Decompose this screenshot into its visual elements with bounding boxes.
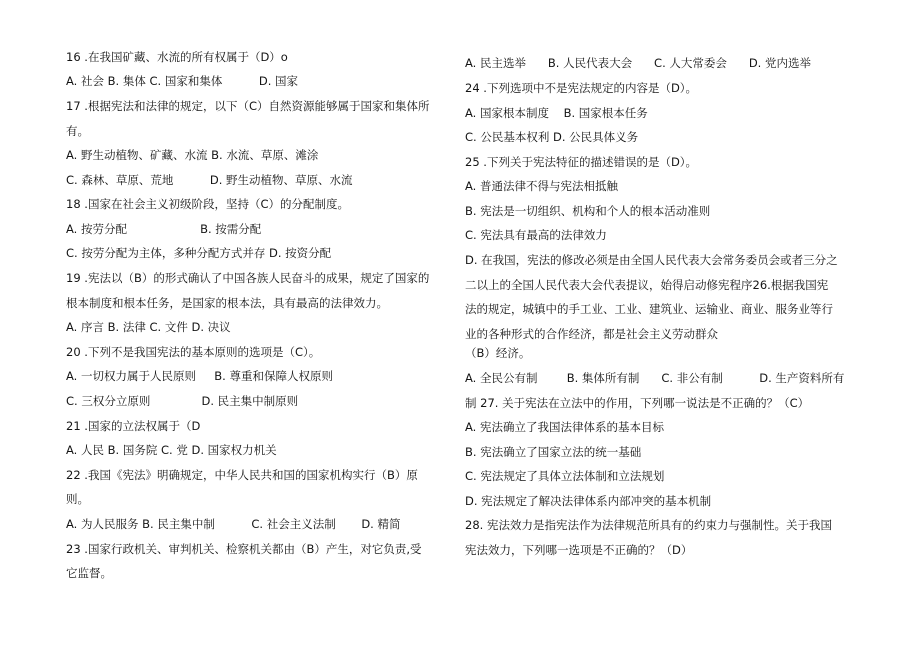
q24-options-cd: C. 公民基本权利 D. 公民具体义务	[465, 130, 639, 144]
q27-stem: 制 27. 关于宪法在立法中的作用，下列哪一说法是不正确的？（C）	[465, 396, 810, 410]
q20-options-cd: C. 三权分立原则 D. 民主集中制原则	[66, 394, 299, 408]
q25-option-b: B. 宪法是一切组织、机构和个人的根本活动准则	[465, 204, 711, 218]
q16-options: A. 社会 B. 集体 C. 国家和集体 D. 国家	[66, 74, 299, 88]
q23-stem-line1: 23 .国家行政机关、审判机关、检察机关都由（B）产生，对它负责,受	[66, 542, 422, 556]
q19-options: A. 序言 B. 法律 C. 文件 D. 决议	[66, 320, 231, 334]
q26-stem-line1: 法的规定，城镇中的手工业、工业、建筑业、运输业、商业、服务业等行	[465, 302, 833, 316]
q17-stem-line1: 17 .根据宪法和法律的规定，以下（C）自然资源能够属于国家和集体所	[66, 99, 430, 113]
q27-option-c: C. 宪法规定了具体立法体制和立法规划	[465, 469, 665, 483]
q18-options-ab: A. 按劳分配 B. 按需分配	[66, 222, 262, 236]
q22-stem-line1: 22 .我国《宪法》明确规定，中华人民共和国的国家机构实行（B）原	[66, 468, 418, 482]
q28-stem-line2: 宪法效力，下列哪一选项是不正确的？（D）	[465, 543, 693, 557]
q20-stem: 20 .下列不是我国宪法的基本原则的选项是（C）。	[66, 345, 321, 359]
q27-option-a: A. 宪法确立了我国法律体系的基本目标	[465, 420, 664, 434]
q22-options: A. 为人民服务 B. 民主集中制 C. 社会主义法制 D. 精简	[66, 517, 401, 531]
q17-stem-line2: 有。	[66, 124, 89, 138]
q18-stem: 18 .国家在社会主义初级阶段，坚持（C）的分配制度。	[66, 197, 349, 211]
q17-options-ab: A. 野生动植物、矿藏、水流 B. 水流、草原、滩涂	[66, 148, 319, 162]
q24-options-ab: A. 国家根本制度 B. 国家根本任务	[465, 106, 648, 120]
q20-options-ab: A. 一切权力属于人民原则 B. 尊重和保障人权原则	[66, 369, 333, 383]
q27-option-d: D. 宪法规定了解决法律体系内部冲突的基本机制	[465, 494, 712, 508]
q28-stem-line1: 28. 宪法效力是指宪法作为法律规范所具有的约束力与强制性。关于我国	[465, 518, 832, 532]
q23-stem-line2: 它监督。	[66, 566, 112, 580]
q25-option-d-line2: 二以上的全国人民代表大会代表提议，始得启动修宪程序26.根据我国宪	[465, 278, 829, 292]
q18-options-cd: C. 按劳分配为主体，多种分配方式并存 D. 按资分配	[66, 246, 332, 260]
q25-option-c: C. 宪法具有最高的法律效力	[465, 228, 607, 242]
q24-stem: 24 .下列选项中不是宪法规定的内容是（D）。	[465, 81, 698, 95]
q16-stem: 16 .在我国矿藏、水流的所有权属于（D）o	[66, 50, 288, 64]
q19-stem-line1: 19 .宪法以（B）的形式确认了中国各族人民奋斗的成果，规定了国家的	[66, 271, 430, 285]
q27-option-b: B. 宪法确立了国家立法的统一基础	[465, 445, 642, 459]
q26-options: A. 全民公有制 B. 集体所有制 C. 非公有制 D. 生产资料所有	[465, 371, 845, 385]
q25-option-d-line1: D. 在我国，宪法的修改必须是由全国人民代表大会常务委员会或者三分之	[465, 253, 838, 267]
q25-option-a: A. 普通法律不得与宪法相抵触	[465, 179, 618, 193]
q26-stem-line3: （B）经济。	[465, 346, 531, 360]
q21-options: A. 人民 B. 国务院 C. 党 D. 国家权力机关	[66, 443, 277, 457]
q26-stem-line2: 业的各种形式的合作经济，都是社会主义劳动群众	[465, 327, 718, 341]
q22-stem-line2: 则。	[66, 492, 89, 506]
q17-options-cd: C. 森林、草原、荒地 D. 野生动植物、草原、水流	[66, 173, 353, 187]
q23-options: A. 民主选举 B. 人民代表大会 C. 人大常委会 D. 党内选举	[465, 56, 811, 70]
q25-stem: 25 .下列关于宪法特征的描述错误的是（D）。	[465, 155, 698, 169]
q19-stem-line2: 根本制度和根本任务，是国家的根本法，具有最高的法律效力。	[66, 296, 388, 310]
q21-stem: 21 .国家的立法权属于（D	[66, 419, 201, 433]
